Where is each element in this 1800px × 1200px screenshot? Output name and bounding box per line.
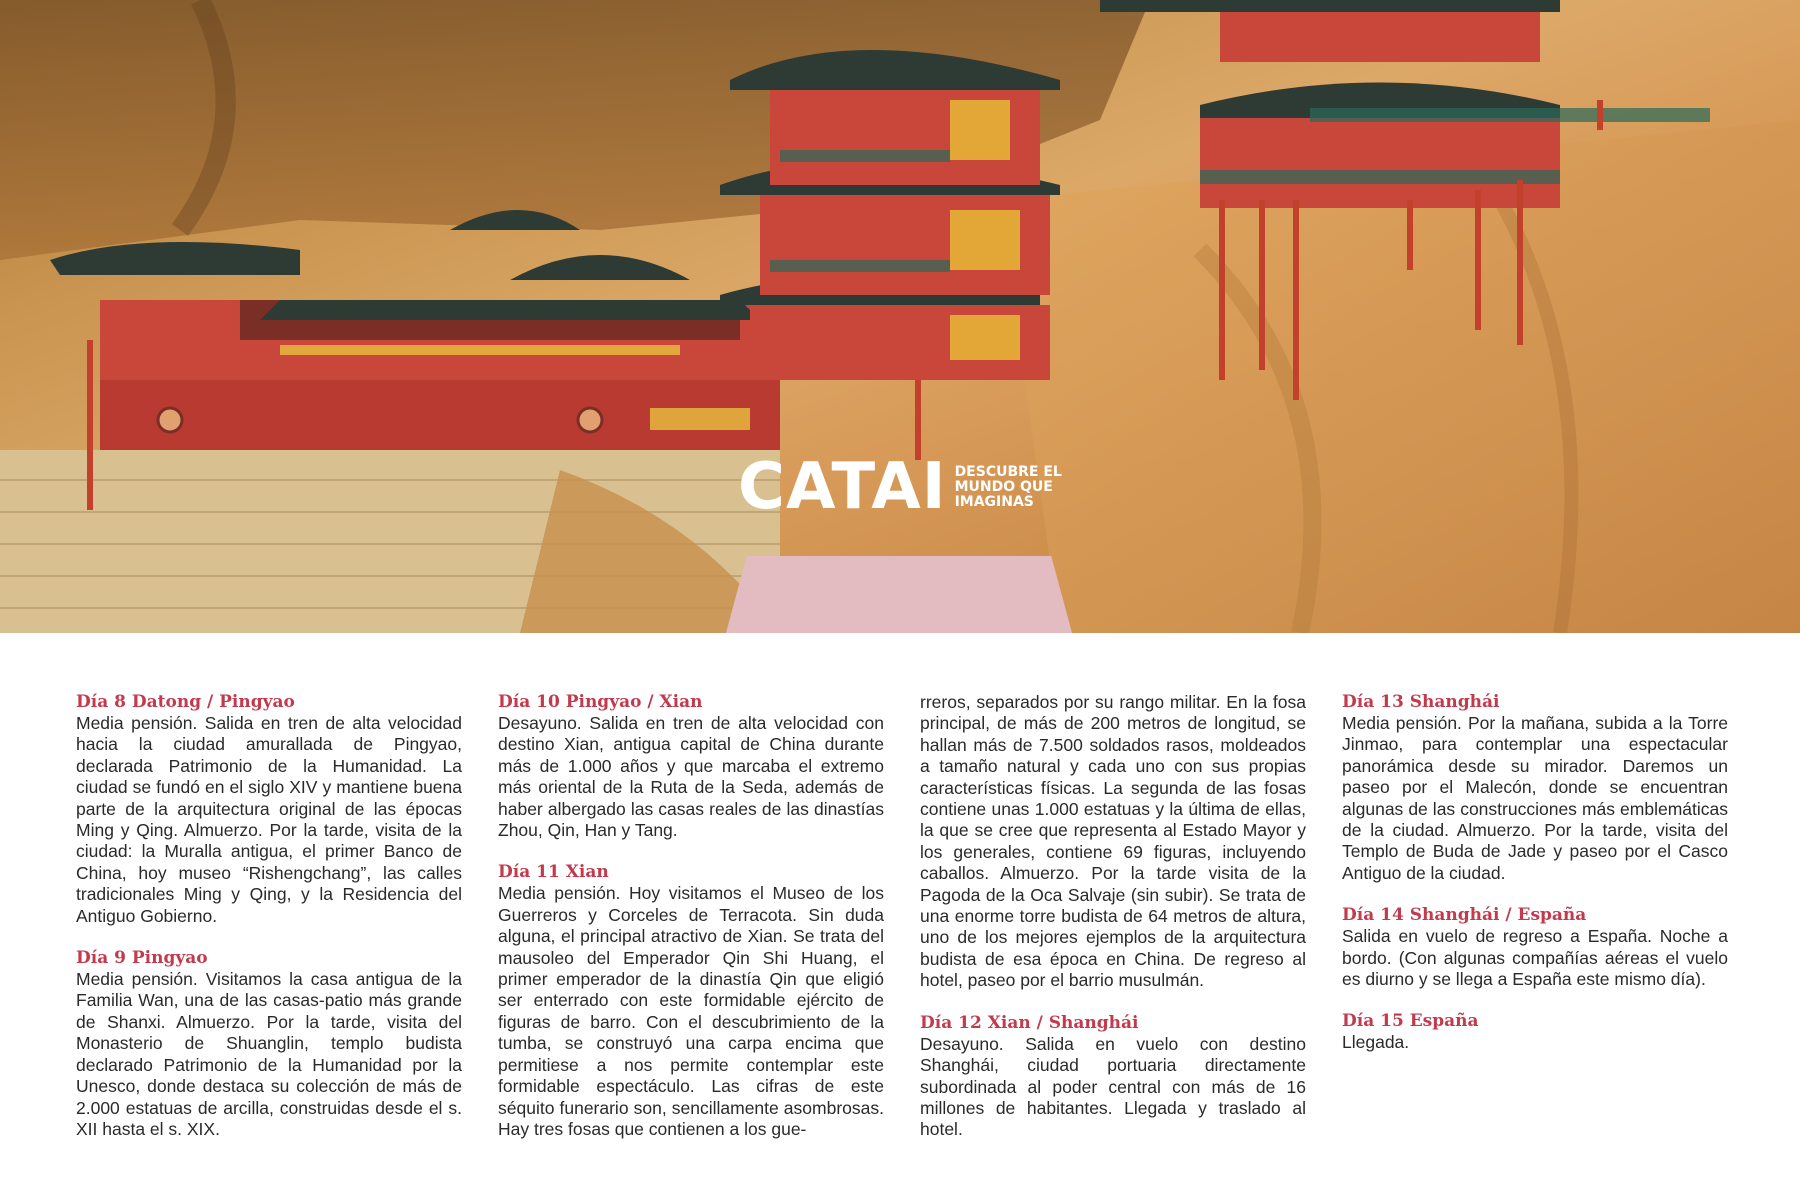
- brand-tagline: DESCUBRE EL MUNDO QUE IMAGINAS: [954, 463, 1062, 510]
- day-entry: [498, 862, 884, 1140]
- day-title: Día 12 Xian / Shanghái: [920, 1012, 1139, 1033]
- day-description: Desayuno. Salida en tren de alta velocidad con destino Xian, antigua capital de China durante más de 1.000 años y que marcaba el extremo más oriental de la Ruta de la Seda, además de haber albergado las casas reales de las dinastías Zhou, Qin, Han y Tang.: [498, 713, 884, 841]
- day-title: Día 13 Shanghái: [1342, 692, 1500, 712]
- day-entry: [1342, 1011, 1728, 1053]
- day-entry: [76, 692, 462, 927]
- day-title: Día 8 Datong / Pingyao: [76, 692, 295, 712]
- day-description: Desayuno. Salida en vuelo con destino Shanghái, ciudad portuaria directamente subordinada al poder central con más de 16 millones de habitantes. Llegada y traslado al hotel.: [920, 1033, 1306, 1140]
- itinerary-column-2: [498, 692, 884, 1161]
- day-entry: [920, 1013, 1306, 1141]
- itinerary-column-1: [76, 692, 462, 1161]
- day-title: Día 11 Xian: [498, 862, 609, 883]
- day-entry: [498, 692, 884, 841]
- day-description: Media pensión. Salida en tren de alta velocidad hacia la ciudad amurallada de Pingyao, declarada Patrimonio de la Humanidad. La ciudad se fundó en el siglo XIV y mantiene buena parte de la arquitectura original de las épocas Ming y Qing. Almuerzo. Por la tarde, visita de la ciudad: la Muralla antigua, el primer Banco de China, hoy museo “Rishengchang”, las calles tradicionales Ming y Qing, y la Residencia del Antiguo Gobierno.: [76, 713, 462, 926]
- day-description: Llegada.: [1342, 1032, 1410, 1053]
- itinerary-column-4: [1342, 692, 1728, 1075]
- itinerary-columns: [76, 692, 1726, 1172]
- pink-tab-decoration: [726, 556, 1072, 633]
- day-entry: [1342, 692, 1728, 884]
- day-description: Salida en vuelo de regreso a España. Noche a bordo. (Con algunas compañías aéreas el vuelo es diurno y se llega a España este mismo día).: [1342, 926, 1728, 990]
- day-description: rreros, separados por su rango militar. En la fosa principal, de más de 200 metros de longitud, se hallan más de 7.500 soldados rasos, moldeados a tamaño natural y cada uno con sus propias características físicas. La segunda de las fosas contiene unas 1.000 estatuas y la última de ellas, la que se cree que representa al Estado Mayor y los generales, contiene 69 figuras, incluyendo caballos. Almuerzo. Por la tarde visita de la Pagoda de la Oca Salvaje (sin subir). Se trata de una enorme torre budista de 64 metros de altura, uno de los mejores ejemplos de la arquitectura budista de esa época en China. De regreso al hotel, paseo por el barrio musulmán.: [920, 692, 1306, 991]
- catai-logo: [738, 450, 1080, 524]
- day-title: Día 10 Pingyao / Xian: [498, 692, 703, 712]
- day-title: Día 15 España: [1342, 1011, 1479, 1032]
- day-entry-continued: [920, 692, 1306, 992]
- brand-name: CATAI: [738, 450, 947, 524]
- day-entry: [76, 948, 462, 1140]
- day-title: Día 9 Pingyao: [76, 948, 208, 969]
- day-description: Media pensión. Por la mañana, subida a la Torre Jinmao, para contemplar una espectacular panorámica desde su mirador. Daremos un paseo por el Malecón, donde se encuentran algunas de las construcciones más emblemáticas de la ciudad. Almuerzo. Por la tarde, visita del Templo de Buda de Jade y paseo por el Casco Antiguo de la ciudad.: [1342, 713, 1728, 883]
- day-entry: [1342, 905, 1728, 990]
- itinerary-column-3: [920, 692, 1306, 1162]
- day-description: Media pensión. Visitamos la casa antigua de la Familia Wan, una de las casas-patio más grande de Shanxi. Almuerzo. Por la tarde, visita del Monasterio de Shuanglin, templo budista declarado Patrimonio de la Humanidad por la Unesco, donde destaca su colección de más de 2.000 estatuas de arcilla, construidas desde el s. XII hasta el s. XIX.: [76, 969, 462, 1139]
- day-description: Media pensión. Hoy visitamos el Museo de los Guerreros y Corceles de Terracota. Sin duda alguna, el principal atractivo de Xian. Se trata del mausoleo del Emperador Qin Shi Huang, el primer emperador de la dinastía Qin que eligió ser enterrado con este formidable ejército de figuras de barro. Con el descubrimiento de la tumba, se construyó una carpa encima que permitiese a nos permite contemplar este formidable espectáculo. Las cifras de este séquito funerario son, sencillamente asombrosas. Hay tres fosas que contienen a los gue-: [498, 883, 884, 1139]
- day-title: Día 14 Shanghái / España: [1342, 905, 1587, 926]
